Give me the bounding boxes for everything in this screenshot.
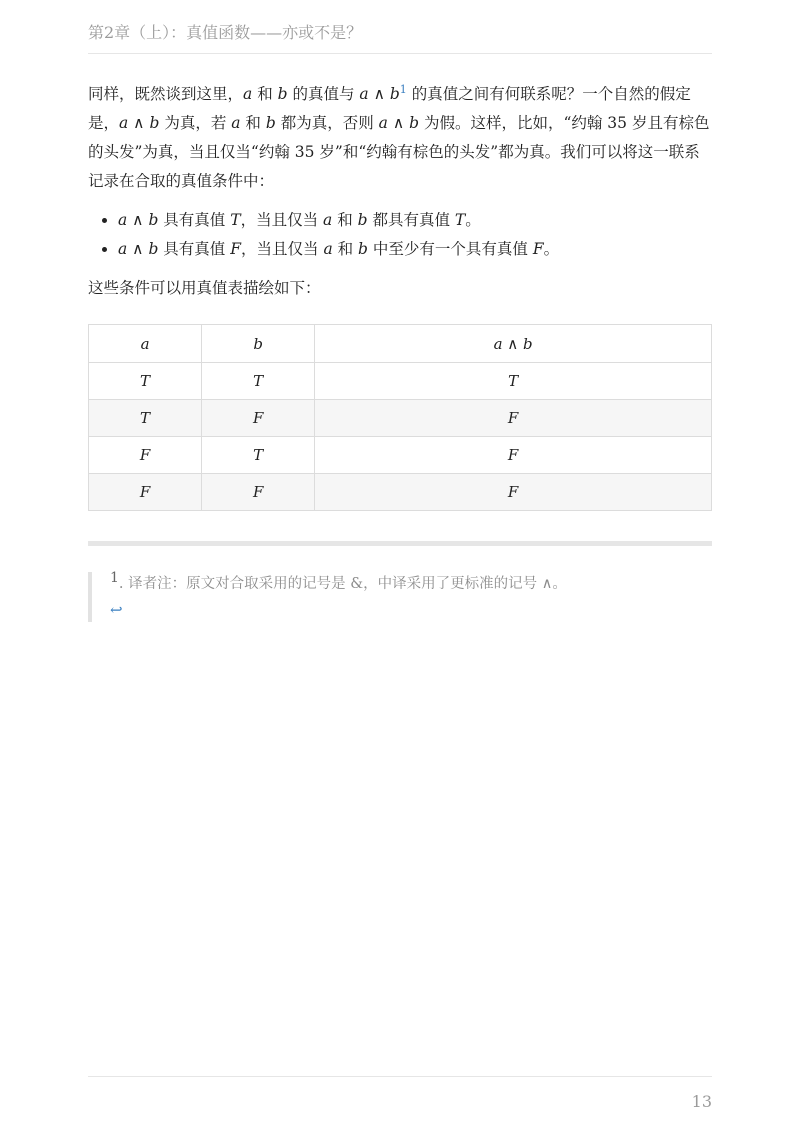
text-run: 的真值与 (287, 85, 360, 103)
math-b: b (358, 240, 368, 258)
text-run: 都具有真值 (367, 211, 455, 229)
text-run: 具有真值 (158, 240, 231, 258)
math-b: b (265, 114, 276, 132)
table-cell: T (89, 400, 202, 437)
text-run: 的真值之间有何联系呢？一个自然的假定是， (88, 85, 691, 132)
table-cell: F (202, 474, 315, 511)
list-item (118, 235, 712, 264)
math-conjunction: a ∧ b (118, 211, 159, 229)
text-run: 都为真，否则 (275, 114, 379, 132)
table-cell: F (315, 437, 712, 474)
text-run: 。 (465, 211, 481, 229)
table-row (89, 363, 712, 400)
text-run: 。 (543, 240, 560, 258)
table-cell: F (89, 437, 202, 474)
math-value: F (230, 240, 241, 258)
footnote-text: . 译者注：原文对合取采用的记号是 &，中译采用了更标准的记号 ∧。 (118, 576, 567, 592)
table-cell: T (202, 363, 315, 400)
footer-divider (88, 1076, 712, 1077)
math-b: b (277, 85, 288, 103)
list-item (118, 206, 712, 235)
text-run: ，当且仅当 (240, 211, 324, 229)
table-row (89, 437, 712, 474)
paragraph-table-intro: 这些条件可以用真值表描绘如下： (88, 279, 321, 297)
table-cell: T (89, 363, 202, 400)
table-cell: T (315, 363, 712, 400)
running-header (88, 20, 712, 54)
table-header-cell: b (202, 325, 315, 363)
math-value: T (230, 211, 241, 229)
page-number: 13 (691, 1092, 712, 1111)
chapter-title: 第2章（上）：真值函数——亦或不是？ (88, 23, 363, 42)
table-header-row (89, 325, 712, 363)
math-a: a (323, 240, 333, 258)
paragraph-intro (88, 80, 712, 196)
table-cell: F (202, 400, 315, 437)
footnote-divider (88, 541, 712, 546)
math-conjunction: a ∧ b (118, 240, 159, 258)
table-row (89, 400, 712, 437)
math-value: T (454, 211, 466, 229)
table-cell: T (202, 437, 315, 474)
table-cell: F (89, 474, 202, 511)
table-header-cell: a ∧ b (315, 325, 712, 363)
math-b: b (357, 211, 368, 229)
text-run: 为真，若 (159, 114, 232, 132)
truth-table (88, 324, 712, 511)
math-a: a (231, 114, 241, 132)
table-cell: F (315, 400, 712, 437)
text-run: 为假。这样，比如，“约翰 35 岁且有棕色的头发”为真，当且仅当“约翰 35 岁”和“约翰有棕色的头发”都为真。我们可以将这一联系记录在合取的真值条件中： (88, 114, 710, 190)
footnote-ref-link[interactable]: 1 (399, 82, 407, 96)
text-run: 和 (252, 85, 278, 103)
text-run: 同样，既然谈到这里， (88, 85, 244, 103)
footnote (88, 572, 728, 622)
text-run: 和 (240, 114, 266, 132)
text-run: ，当且仅当 (241, 240, 324, 258)
text-run: 和 (332, 240, 359, 258)
main-content (88, 80, 712, 303)
table-header-cell: a (89, 325, 202, 363)
math-a: a (243, 85, 253, 103)
footnote-backref-link[interactable]: ↩ (110, 601, 123, 619)
text-run: 中至少有一个具有真值 (367, 240, 533, 258)
text-run: 和 (332, 211, 358, 229)
math-conjunction: a ∧ b (119, 114, 160, 132)
table-row (89, 474, 712, 511)
math-conjunction: a ∧ b (378, 114, 420, 132)
truth-condition-list (88, 206, 712, 264)
math-a: a (323, 211, 333, 229)
table-cell: F (315, 474, 712, 511)
math-conjunction: a ∧ b (359, 85, 400, 103)
math-value: F (532, 240, 544, 258)
footnote-number: 1 (110, 570, 119, 587)
text-run: 具有真值 (158, 211, 231, 229)
